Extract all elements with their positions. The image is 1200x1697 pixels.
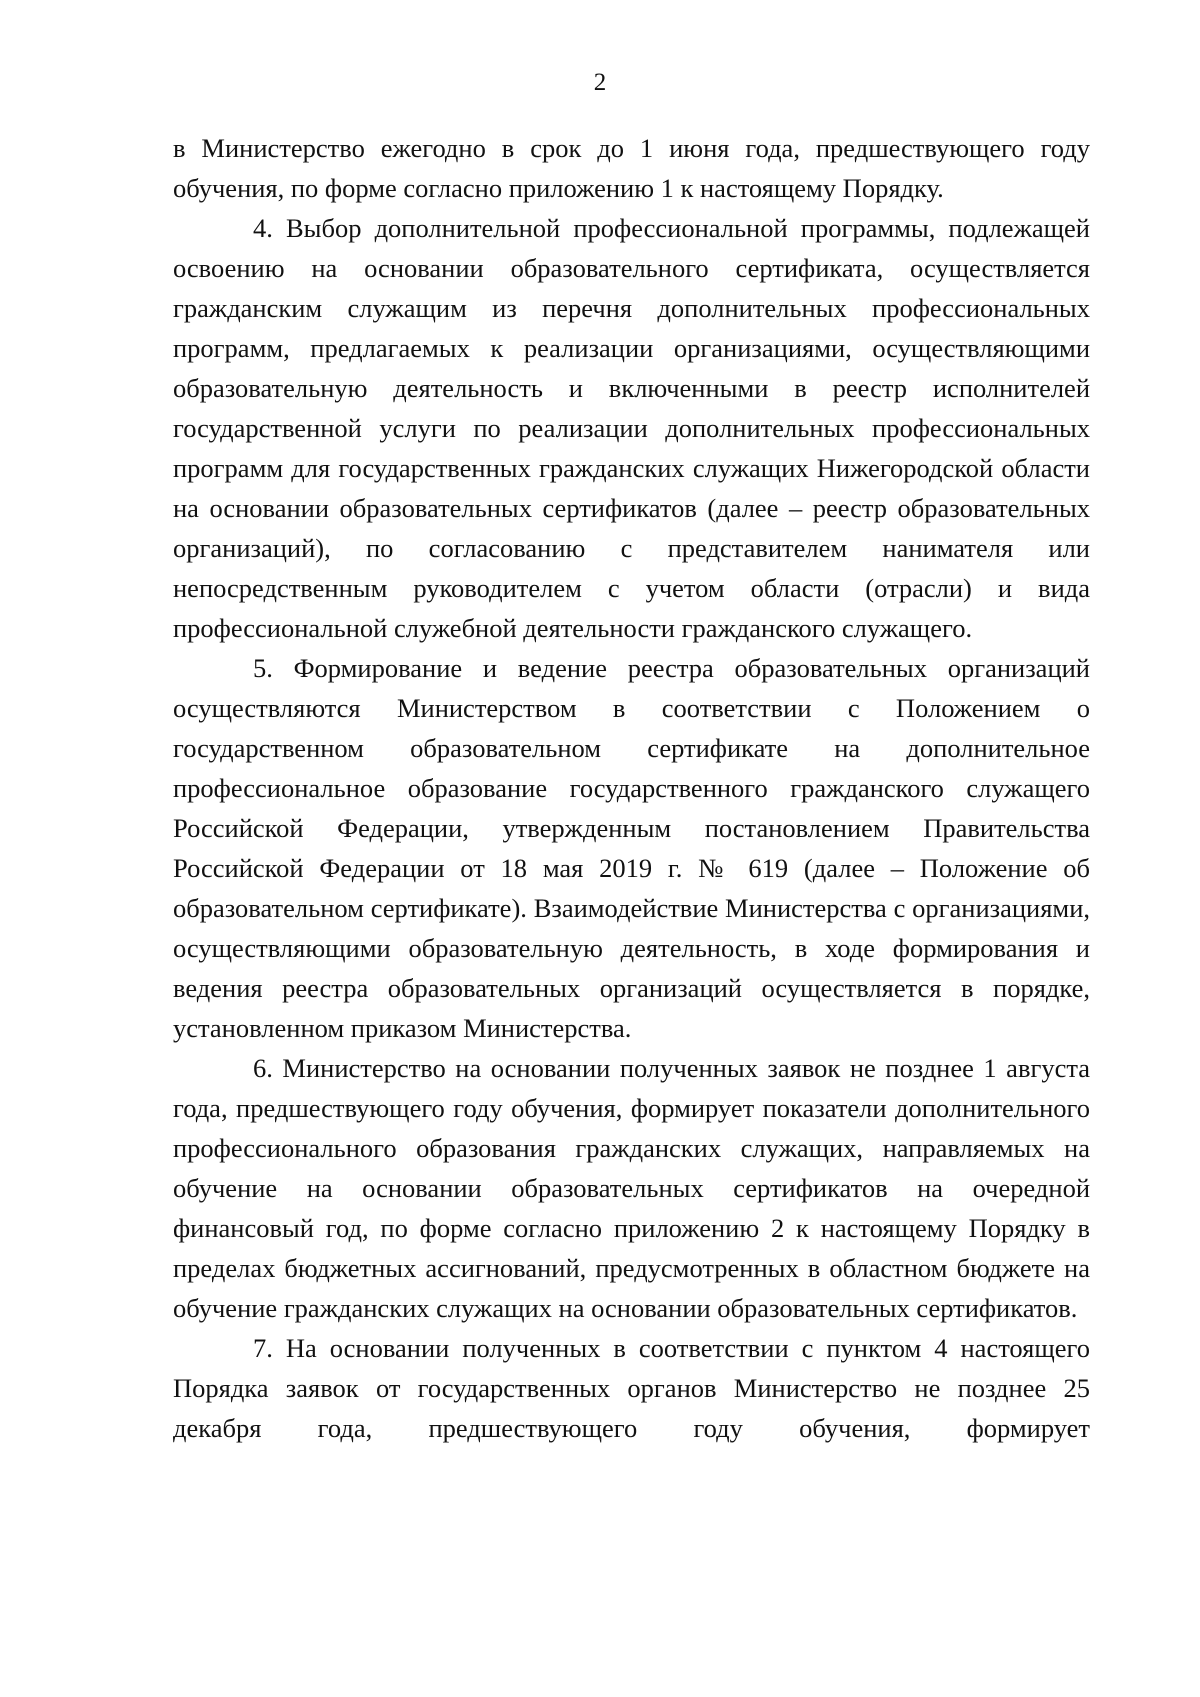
document-body (173, 128, 1090, 1448)
paragraph-item-6: 6. Министерство на основании полученных заявок не позднее 1 августа года, предшествующего году обучения, формирует показатели дополнительного профессионального образования гражданских служащих, направляемых на обучение на основании образовательных сертификатов на очередной финансовый год, по форме согласно приложению 2 к настоящему Порядку в пределах бюджетных ассигнований, предусмотренных в областном бюджете на обучение гражданских служащих на основании образовательных сертификатов. (173, 1053, 1090, 1323)
paragraph-item-5: 5. Формирование и ведение реестра образовательных организаций осуществляются Министерством в соответствии с Положением о государственном образовательном сертификате на дополнительное профессиональное образование государственного гражданского служащего Российской Федерации, утвержденным постановлением Правительства Российской Федерации от 18 мая 2019 г. № 619 (далее – Положение об образовательном сертификате). Взаимодействие Министерства с организациями, осуществляющими образовательную деятельность, в ходе формирования и ведения реестра образовательных организаций осуществляется в порядке, установленном приказом Министерства. (173, 653, 1090, 1043)
paragraph-item-7: 7. На основании полученных в соответствии с пунктом 4 настоящего Порядка заявок от государственных органов Министерство не позднее 25 декабря года, предшествующего году обучения, формирует (173, 1333, 1090, 1443)
paragraph-item-4: 4. Выбор дополнительной профессиональной программы, подлежащей освоению на основании образовательного сертификата, осуществляется гражданским служащим из перечня дополнительных профессиональных программ, предлагаемых к реализации организациями, осуществляющими образовательную деятельность и включенными в реестр исполнителей государственной услуги по реализации дополнительных профессиональных программ для государственных гражданских служащих Нижегородской области на основании образовательных сертификатов (далее – реестр образовательных организаций), по согласованию с представителем нанимателя или непосредственным руководителем с учетом области (отрасли) и вида профессиональной служебной деятельности гражданского служащего. (173, 213, 1090, 643)
paragraph-continuation: в Министерство ежегодно в срок до 1 июня года, предшествующего году обучения, по форме согласно приложению 1 к настоящему Порядку. (173, 133, 1090, 203)
page-number: 2 (593, 69, 607, 96)
